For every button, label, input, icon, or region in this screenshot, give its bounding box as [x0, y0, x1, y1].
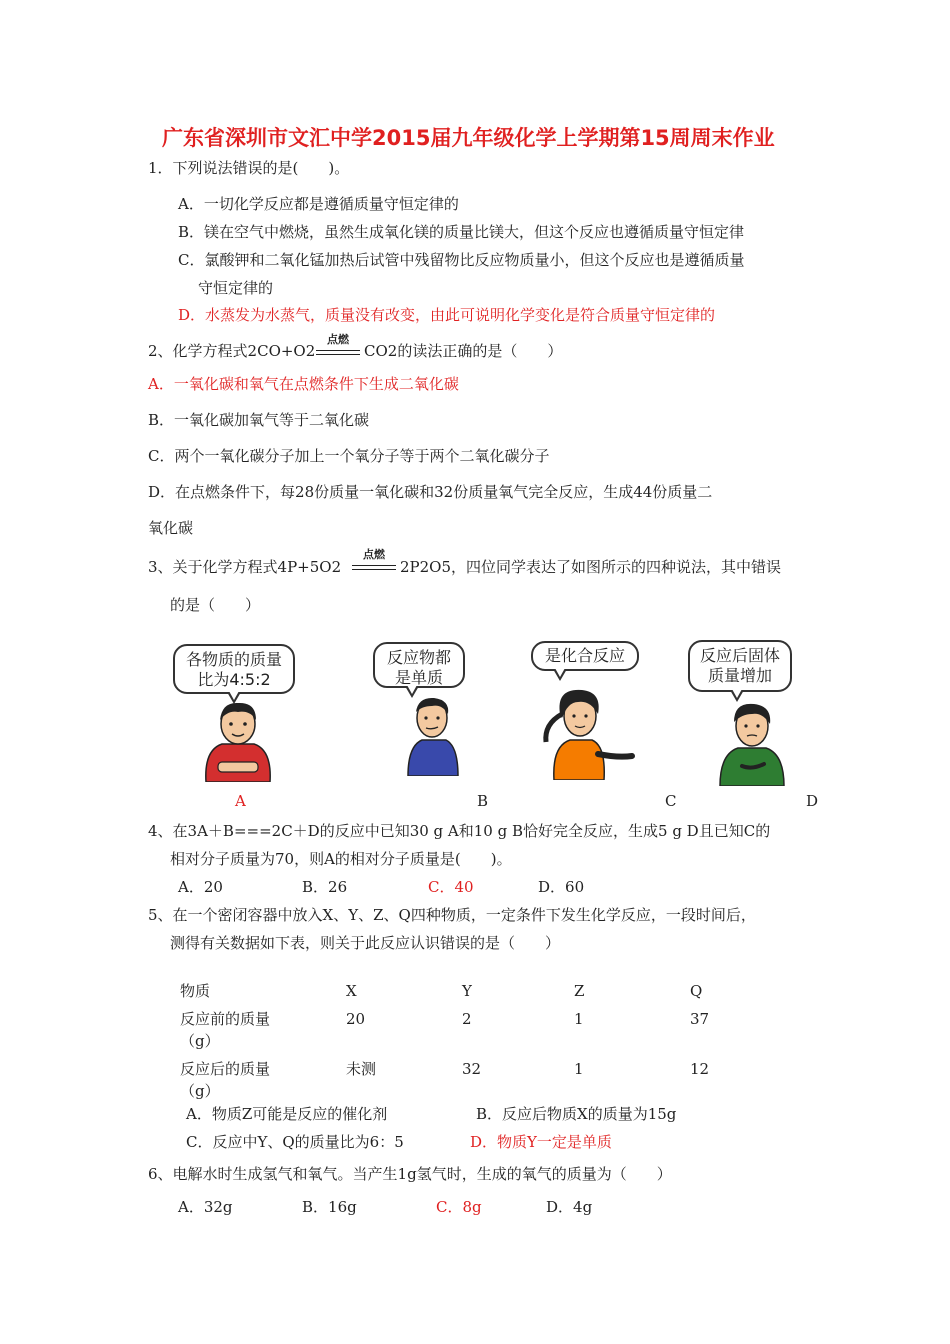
- q2-option-c: C．两个一氧化碳分子加上一个氧分子等于两个二氧化碳分子: [148, 447, 550, 465]
- q3-bubble-a-line1: 各物质的质量: [185, 650, 282, 669]
- q2-reaction-arrow: [314, 333, 362, 358]
- q5-option-a: A．物质Z可能是反应的催化剂: [186, 1105, 388, 1123]
- q4-option-b: B．26: [302, 878, 348, 896]
- q3-bubble-b-line1: 反应物都: [386, 648, 451, 667]
- table-cell-label: 反应前的质量: [180, 1010, 271, 1028]
- q1-option-c-cont: 守恒定律的: [198, 279, 274, 297]
- q5-option-c: C．反应中Y、Q的质量比为6：5: [186, 1133, 404, 1151]
- q3-bubble-b-line2: 是单质: [394, 668, 443, 687]
- table-header: X: [346, 982, 357, 1000]
- table-row: [180, 1008, 750, 1030]
- q3-bubble-c-line1: 是化合反应: [544, 646, 625, 665]
- table-cell: 1: [574, 1060, 584, 1078]
- table-row: [180, 1058, 750, 1080]
- table-header: Q: [690, 982, 703, 1000]
- q2-stem-after: CO2的读法正确的是（ ）: [364, 342, 563, 360]
- q3-label-c: C: [665, 792, 677, 810]
- table-header: Y: [462, 982, 472, 1000]
- table-cell: 32: [462, 1060, 482, 1078]
- q1-option-a: A．一切化学反应都是遵循质量守恒定律的: [178, 195, 459, 213]
- q3-stem-before: 3、关于化学方程式4P+5O2: [148, 558, 342, 576]
- q2-stem-before: 2、化学方程式2CO+O2: [148, 342, 316, 360]
- table-header: 物质: [180, 982, 211, 1000]
- student-a-illustration: [198, 700, 278, 782]
- q2-option-b: B．一氧化碳加氧气等于二氧化碳: [148, 411, 370, 429]
- q5-data-table: [180, 980, 750, 1102]
- q3-bubble-a: [173, 644, 295, 694]
- q3-stem-line2: 的是（ ）: [170, 596, 261, 614]
- q6-option-d: D．4g: [546, 1198, 593, 1216]
- student-c-illustration: [532, 684, 640, 780]
- table-cell: 1: [574, 1010, 584, 1028]
- q1-option-d-answer: D．水蒸发为水蒸气，质量没有改变，由此可说明化学变化是符合质量守恒定律的: [178, 306, 716, 324]
- q2-condition: 点燃: [327, 333, 349, 346]
- q6-option-a: A．32g: [178, 1198, 233, 1216]
- table-row-unit: [180, 1080, 750, 1102]
- table-cell: 20: [346, 1010, 366, 1028]
- q2-option-d-cont: 氧化碳: [148, 519, 194, 537]
- q6-option-b: B．16g: [302, 1198, 357, 1216]
- q5-stem-line1: 5、在一个密闭容器中放入X、Y、Z、Q四种物质，一定条件下发生化学反应，一段时间后，: [148, 906, 756, 924]
- q3-bubble-a-line2: 比为4:5:2: [197, 670, 271, 689]
- table-row-unit: [180, 1030, 750, 1052]
- table-cell-label: 反应后的质量: [180, 1060, 271, 1078]
- q1-option-c: C．氯酸钾和二氧化锰加热后试管中残留物比反应物质量小，但这个反应也是遵循质量: [178, 251, 745, 269]
- table-cell: 12: [690, 1060, 710, 1078]
- student-b-illustration: [398, 694, 466, 776]
- page-title: 广东省深圳市文汇中学2015届九年级化学上学期第15周周末作业: [162, 126, 775, 150]
- q3-stem-after: 2P2O5，四位同学表达了如图所示的四种说法，其中错误: [400, 558, 782, 576]
- table-cell-unit: （g）: [180, 1032, 220, 1050]
- q3-condition: 点燃: [363, 548, 385, 561]
- q2-option-a-answer: A．一氧化碳和氧气在点燃条件下生成二氧化碳: [148, 375, 459, 393]
- q1-stem: 1．下列说法错误的是( )。: [148, 159, 350, 177]
- q6-stem: 6、电解水时生成氢气和氧气。当产生1g氢气时，生成的氧气的质量为（ ）: [148, 1165, 672, 1183]
- q5-option-d-answer: D．物质Y一定是单质: [470, 1133, 612, 1151]
- q5-option-b: B．反应后物质X的质量为15g: [476, 1105, 677, 1123]
- table-cell: 2: [462, 1010, 472, 1028]
- q1-option-b: B．镁在空气中燃烧，虽然生成氧化镁的质量比镁大，但这个反应也遵循质量守恒定律: [178, 223, 745, 241]
- table-header: Z: [574, 982, 585, 1000]
- table-cell: 37: [690, 1010, 710, 1028]
- q6-option-c-answer: C．8g: [436, 1198, 482, 1216]
- q3-label-d: D: [806, 792, 819, 810]
- q3-reaction-arrow: [350, 548, 398, 573]
- q4-stem-line1: 4、在3A＋B===2C＋D的反应中已知30 g A和10 g B恰好完全反应，生成5 g D且已知C的: [148, 822, 771, 840]
- q4-stem-line2: 相对分子质量为70，则A的相对分子质量是( )。: [170, 850, 512, 868]
- q4-option-d: D．60: [538, 878, 585, 896]
- q5-stem-line2: 测得有关数据如下表，则关于此反应认识错误的是（ ）: [170, 934, 561, 952]
- q3-bubble-d-line1: 反应后固体: [699, 646, 780, 665]
- q4-option-a: A．20: [178, 878, 223, 896]
- q3-bubble-c: [531, 641, 639, 671]
- table-cell-unit: （g）: [180, 1082, 220, 1100]
- table-header-row: [180, 980, 750, 1002]
- q2-option-d: D．在点燃条件下，每28份质量一氧化碳和32份质量氧气完全反应，生成44份质量二: [148, 483, 713, 501]
- q3-bubble-b: [373, 642, 465, 688]
- q3-bubble-d: [688, 640, 792, 692]
- q3-bubble-d-line2: 质量增加: [707, 666, 772, 685]
- q3-label-b: B: [477, 792, 489, 810]
- q4-option-c-answer: C．40: [428, 878, 474, 896]
- student-d-illustration: [712, 700, 792, 786]
- table-cell: 未测: [346, 1060, 377, 1078]
- q3-label-a-answer: A: [235, 792, 246, 810]
